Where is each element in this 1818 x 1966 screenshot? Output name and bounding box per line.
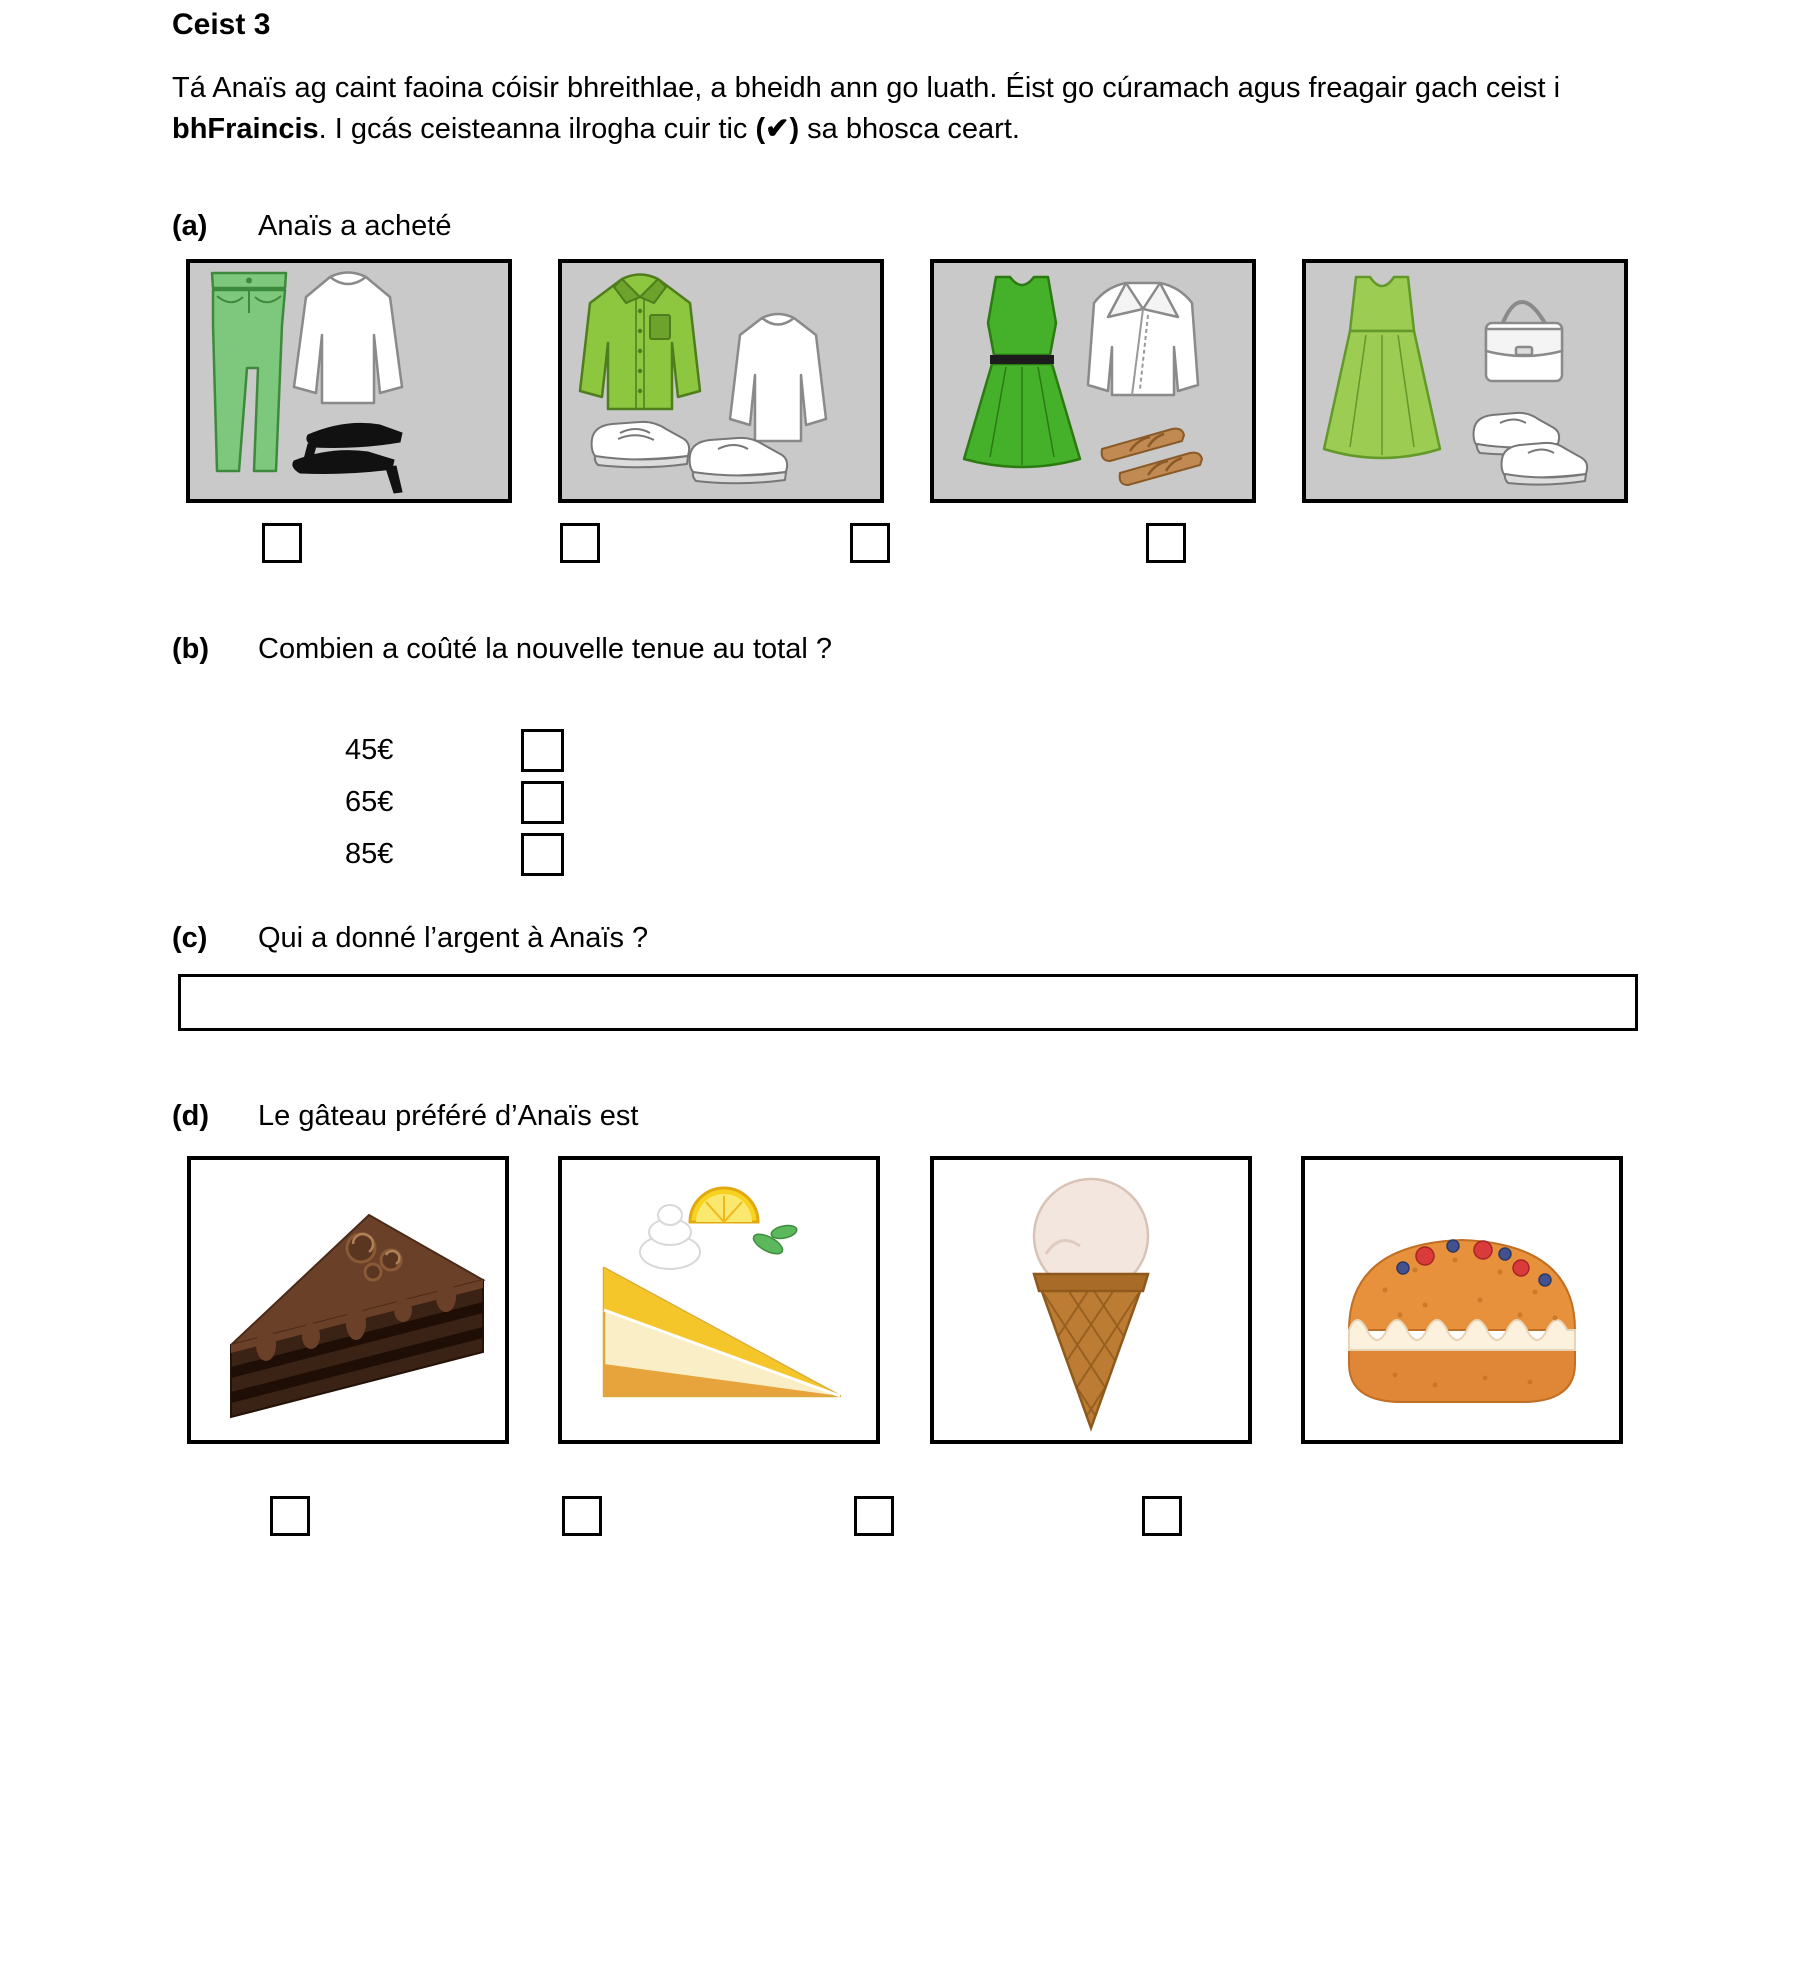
green-dress — [1324, 277, 1440, 458]
question-b-label: (b) — [172, 633, 210, 665]
question-c-heading — [172, 922, 1572, 955]
question-a-option-4-checkbox[interactable] — [1146, 523, 1186, 563]
question-b-heading — [172, 633, 1572, 666]
intro-part-2: . I gcás ceisteanna ilrogha cuir tic — [318, 113, 756, 145]
question-a-options — [186, 259, 1628, 503]
question-c-text: Qui a donné l’argent à Anaïs ? — [258, 922, 649, 954]
white-handbag — [1486, 302, 1562, 381]
chocolate-cake-slice — [231, 1215, 483, 1417]
illustration-chocolate-cake — [191, 1160, 505, 1440]
question-a-heading — [172, 210, 1572, 243]
intro-bold-language: bhFraincis — [172, 113, 319, 145]
outfit-option-1-image — [186, 259, 512, 503]
illustration-dress-handbag-sneakers — [1306, 263, 1624, 499]
outfit-option-3-image — [930, 259, 1256, 503]
green-shirt — [580, 275, 700, 410]
question-a-option-3-checkbox[interactable] — [850, 523, 890, 563]
question-b-text: Combien a coûté la nouvelle tenue au total ? — [258, 633, 832, 665]
illustration-sponge-cake — [1305, 1160, 1619, 1440]
question-b-option-2-checkbox[interactable] — [521, 781, 564, 824]
page-title: Ceist 3 — [172, 8, 271, 41]
question-d-label: (d) — [172, 1100, 210, 1132]
question-d-text: Le gâteau préféré d’Anaïs est — [258, 1100, 639, 1132]
green-dress — [964, 277, 1080, 467]
white-jacket — [1088, 283, 1198, 395]
cake-option-2-image — [558, 1156, 880, 1444]
question-d-heading — [172, 1100, 1572, 1133]
price-option-2-label: 65€ — [345, 785, 394, 818]
question-c-answer-box[interactable] — [178, 974, 1638, 1031]
white-longsleeve-top — [730, 314, 826, 441]
cake-option-1-image — [187, 1156, 509, 1444]
cake-option-4-image — [1301, 1156, 1623, 1444]
question-b-option-3-checkbox[interactable] — [521, 833, 564, 876]
price-option-row — [345, 780, 564, 824]
white-sneakers — [1474, 413, 1588, 485]
green-jeans — [212, 273, 286, 471]
question-c-label: (c) — [172, 922, 208, 954]
question-d-option-4-checkbox[interactable] — [1142, 1496, 1182, 1536]
cake-option-3-image — [930, 1156, 1252, 1444]
berry-sponge-cake — [1349, 1240, 1575, 1402]
question-d-option-3-checkbox[interactable] — [854, 1496, 894, 1536]
intro-bold-tick: (✔) — [755, 113, 800, 145]
question-a-text: Anaïs a acheté — [258, 210, 452, 242]
outfit-option-2-image — [558, 259, 884, 503]
question-a-option-2-checkbox[interactable] — [560, 523, 600, 563]
illustration-shirt-tee-sneakers — [562, 263, 880, 499]
price-option-3-label: 85€ — [345, 837, 394, 870]
question-a-option-1-checkbox[interactable] — [262, 523, 302, 563]
black-high-heels — [293, 423, 402, 493]
brown-sandals — [1102, 429, 1202, 485]
intro-text — [172, 68, 1620, 150]
illustration-ice-cream — [934, 1160, 1248, 1440]
question-d-option-2-checkbox[interactable] — [562, 1496, 602, 1536]
illustration-jeans-top-heels — [190, 263, 508, 499]
illustration-lemon-cake — [562, 1160, 876, 1440]
lemon-wedge — [690, 1188, 758, 1222]
price-option-row — [345, 832, 564, 876]
question-d-options — [187, 1156, 1623, 1444]
lemon-cake-slice — [604, 1188, 840, 1396]
price-option-row — [345, 728, 564, 772]
question-b-options — [345, 728, 564, 884]
intro-part-1: Tá Anaïs ag caint faoina cóisir bhreithlae, a bheidh ann go luath. Éist go cúramach agus freagair gach ceist i — [172, 72, 1561, 104]
intro-part-3: sa bhosca ceart. — [799, 113, 1020, 145]
price-option-1-label: 45€ — [345, 733, 394, 766]
question-d-option-1-checkbox[interactable] — [270, 1496, 310, 1536]
question-b-option-1-checkbox[interactable] — [521, 729, 564, 772]
white-longsleeve-top — [294, 273, 402, 404]
ice-cream-cone — [1020, 1179, 1162, 1428]
mint-leaves — [751, 1223, 798, 1257]
outfit-option-4-image — [1302, 259, 1628, 503]
question-a-label: (a) — [172, 210, 208, 242]
illustration-dress-jacket-sandals — [934, 263, 1252, 499]
